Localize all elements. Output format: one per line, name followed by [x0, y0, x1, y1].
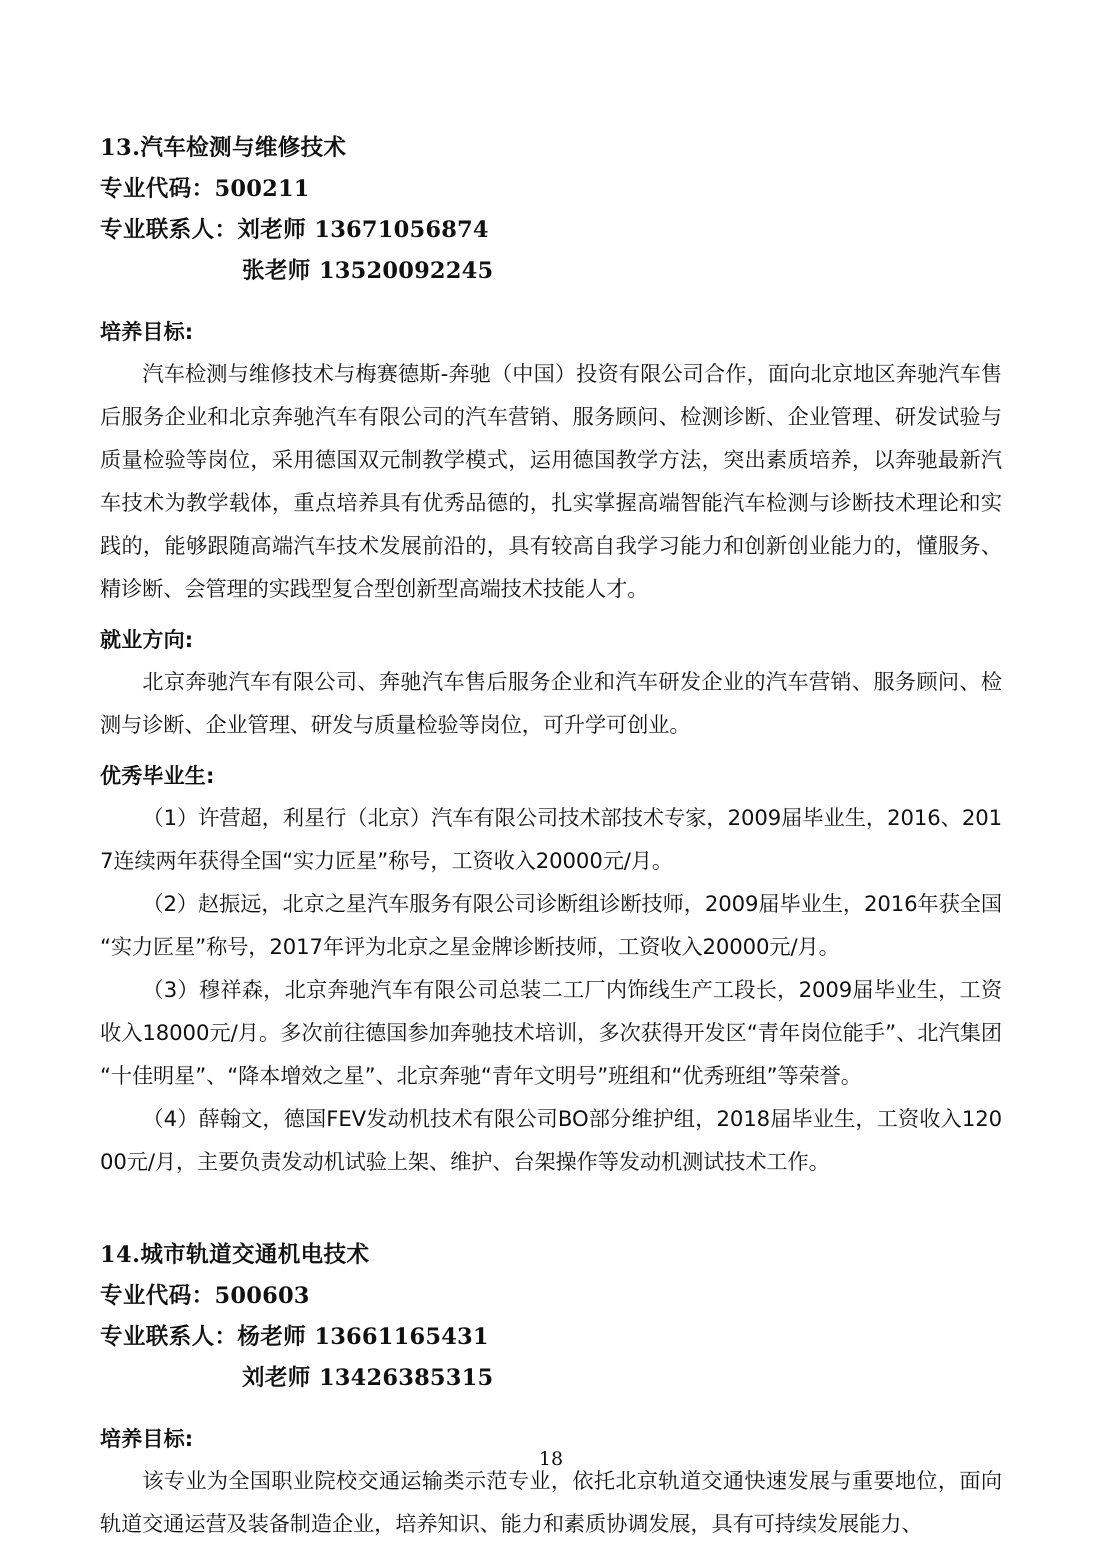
contact-phone-13-2: 13520092245 [318, 258, 494, 284]
major-code-value-14: 500603 [214, 1283, 310, 1309]
spacer [100, 1399, 1002, 1419]
section-label-employment-13: 就业方向: [100, 628, 194, 652]
graduate-entry-1: （1）许营超，利星行（北京）汽车有限公司技术部技术专家，2009届毕业生，2016、2017连续两年获得全国“实力匠星”称号，工资收入20000元/月。 [100, 805, 1002, 873]
contact-name-14-1: 杨老师 [237, 1324, 307, 1350]
spacer [100, 292, 1002, 312]
major-code-label-13: 专业代码： [100, 176, 215, 202]
major-contact-line-14-2 [100, 1358, 1002, 1399]
section-gap [100, 1183, 1002, 1235]
paragraph-training-goal-14: 该专业为全国职业院校交通运输类示范专业，依托北京轨道交通快速发展与重要地位，面向轨道交通运营及装备制造企业，培养知识、能力和素质协调发展，具有可持续发展能力、 [100, 1468, 1002, 1536]
contact-phone-13-1: 13671056874 [314, 217, 489, 243]
major-section-14 [100, 1235, 1002, 1545]
page-number: 18 [538, 1448, 564, 1470]
major-contact-label-14: 专业联系人： [100, 1324, 238, 1350]
major-contact-line-13-2 [100, 251, 1002, 292]
contact-name-13-1: 刘老师 [237, 217, 307, 243]
major-code-line-13 [100, 169, 1002, 210]
major-code-value-13: 500211 [214, 176, 310, 202]
graduate-entry-2: （2）赵振远，北京之星汽车服务有限公司诊断组诊断技师，2009届毕业生，2016年获全国“实力匠星”称号，2017年评为北京之星金牌诊断技师，工资收入20000元/月。 [100, 891, 1002, 959]
major-title-14: 14.城市轨道交通机电技术 [100, 1242, 370, 1268]
contact-phone-14-1: 13661165431 [314, 1324, 489, 1350]
contact-name-13-2: 张老师 [242, 258, 311, 284]
spacer [100, 610, 1002, 620]
major-code-line-14 [100, 1276, 1002, 1317]
major-contact-label-13: 专业联系人： [100, 217, 238, 243]
section-label-training-goal-14: 培养目标: [100, 1427, 194, 1451]
major-contact-line-14-1 [100, 1317, 1002, 1358]
contact-name-14-2: 刘老师 [242, 1365, 311, 1391]
contact-phone-14-2: 13426385315 [318, 1365, 494, 1391]
graduate-entry-4: （4）薛翰文，德国FEV发动机技术有限公司BO部分维护组，2018届毕业生，工资收入12000元/月，主要负责发动机试验上架、维护、台架操作等发动机测试技术工作。 [100, 1106, 1002, 1174]
spacer [100, 746, 1002, 756]
page-content [100, 128, 1002, 1545]
major-section-13 [100, 128, 1002, 1183]
graduate-entry-3: （3）穆祥森，北京奔驰汽车有限公司总装二工厂内饰线生产工段长，2009届毕业生，工资收入18000元/月。多次前往德国参加奔驰技术培训，多次获得开发区“青年岗位能手”、北汽集团“十佳明星”、“降本增效之星”、北京奔驰“青年文明号”班组和“优秀班组”等荣誉。 [100, 977, 1002, 1088]
section-label-graduates-13: 优秀毕业生: [100, 764, 215, 788]
major-code-label-14: 专业代码： [100, 1283, 215, 1309]
paragraph-employment-13: 北京奔驰汽车有限公司、奔驰汽车售后服务企业和汽车研发企业的汽车营销、服务顾问、检测与诊断、企业管理、研发与质量检验等岗位，可升学可创业。 [100, 669, 1002, 737]
major-contact-line-13-1 [100, 210, 1002, 251]
section-label-training-goal-13: 培养目标: [100, 320, 194, 344]
major-title-13: 13.汽车检测与维修技术 [100, 135, 347, 161]
paragraph-training-goal-13: 汽车检测与维修技术与梅赛德斯-奔驰（中国）投资有限公司合作，面向北京地区奔驰汽车售后服务企业和北京奔驰汽车有限公司的汽车营销、服务顾问、检测诊断、企业管理、研发试验与质量检验等岗位，采用德国双元制教学模式，运用德国教学方法，突出素质培养，以奔驰最新汽车技术为教学载体，重点培养具有优秀品德的，扎实掌握高端智能汽车检测与诊断技术理论和实践的，能够跟随高端汽车技术发展前沿的，具有较高自我学习能力和创新创业能力的，懂服务、精诊断、会管理的实践型复合型创新型高端技术技能人才。 [100, 361, 1002, 601]
